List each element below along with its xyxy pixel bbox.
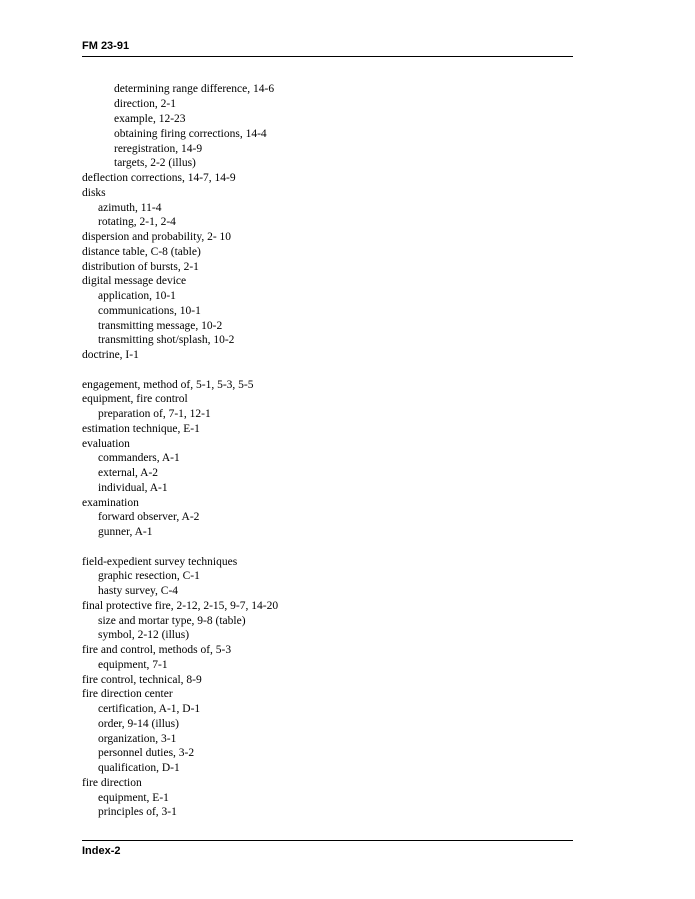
index-subentry: equipment, 7-1 xyxy=(98,659,168,671)
index-subentry: azimuth, 11-4 xyxy=(98,202,162,214)
index-subentry: example, 12-23 xyxy=(114,113,186,125)
index-subentry: principles of, 3-1 xyxy=(98,806,177,818)
index-subentry: order, 9-14 (illus) xyxy=(98,718,179,730)
index-entry: distribution of bursts, 2-1 xyxy=(82,261,199,273)
index-entry: fire direction xyxy=(82,777,142,789)
index-entry: dispersion and probability, 2- 10 xyxy=(82,231,232,243)
running-header: FM 23-91 xyxy=(82,40,130,52)
index-subentry: commanders, A-1 xyxy=(98,452,180,464)
index-entry: fire and control, methods of, 5-3 xyxy=(82,644,232,656)
index-subentry: external, A-2 xyxy=(98,467,159,479)
index-entry: fire control, technical, 8-9 xyxy=(82,674,202,686)
index-subentry: certification, A-1, D-1 xyxy=(98,703,201,715)
index-entry: doctrine, I-1 xyxy=(82,349,139,361)
index-subentry: symbol, 2-12 (illus) xyxy=(98,629,190,641)
index-subentry: determining range difference, 14-6 xyxy=(114,83,275,95)
index-entry: field-expedient survey techniques xyxy=(82,556,238,568)
index-subentry: individual, A-1 xyxy=(98,482,168,494)
index-entry: estimation technique, E-1 xyxy=(82,423,200,435)
index-subentry: graphic resection, C-1 xyxy=(98,570,200,582)
index-entry: digital message device xyxy=(82,275,187,287)
index-subentry: transmitting message, 10-2 xyxy=(98,320,223,332)
index-subentry: application, 10-1 xyxy=(98,290,176,302)
index-subentry: organization, 3-1 xyxy=(98,733,177,745)
index-subentry: rotating, 2-1, 2-4 xyxy=(98,216,176,228)
index-entry: engagement, method of, 5-1, 5-3, 5-5 xyxy=(82,379,254,391)
index-subentry: personnel duties, 3-2 xyxy=(98,747,195,759)
footer-rule xyxy=(82,840,573,841)
index-entry: equipment, fire control xyxy=(82,393,188,405)
index-subentry: direction, 2-1 xyxy=(114,98,176,110)
header-rule xyxy=(82,56,573,57)
index-subentry: qualification, D-1 xyxy=(98,762,180,774)
index-subentry: forward observer, A-2 xyxy=(98,511,200,523)
index-entry: deflection corrections, 14-7, 14-9 xyxy=(82,172,236,184)
index-subentry: reregistration, 14-9 xyxy=(114,143,203,155)
index-subentry: equipment, E-1 xyxy=(98,792,169,804)
index-subentry: communications, 10-1 xyxy=(98,305,201,317)
index-subentry: hasty survey, C-4 xyxy=(98,585,179,597)
page-number: Index-2 xyxy=(82,845,121,857)
index-subentry: size and mortar type, 9-8 (table) xyxy=(98,615,246,627)
index-entry: fire direction center xyxy=(82,688,173,700)
index-subentry: preparation of, 7-1, 12-1 xyxy=(98,408,211,420)
index-entry: evaluation xyxy=(82,438,130,450)
index-entry: examination xyxy=(82,497,139,509)
index-subentry: obtaining firing corrections, 14-4 xyxy=(114,128,267,140)
index-subentry: transmitting shot/splash, 10-2 xyxy=(98,334,235,346)
index-subentry: targets, 2-2 (illus) xyxy=(114,157,196,169)
index-subentry: gunner, A-1 xyxy=(98,526,153,538)
index-entry: final protective fire, 2-12, 2-15, 9-7, 14-20 xyxy=(82,600,279,612)
index-entry: disks xyxy=(82,187,106,199)
index-entry: distance table, C-8 (table) xyxy=(82,246,201,258)
